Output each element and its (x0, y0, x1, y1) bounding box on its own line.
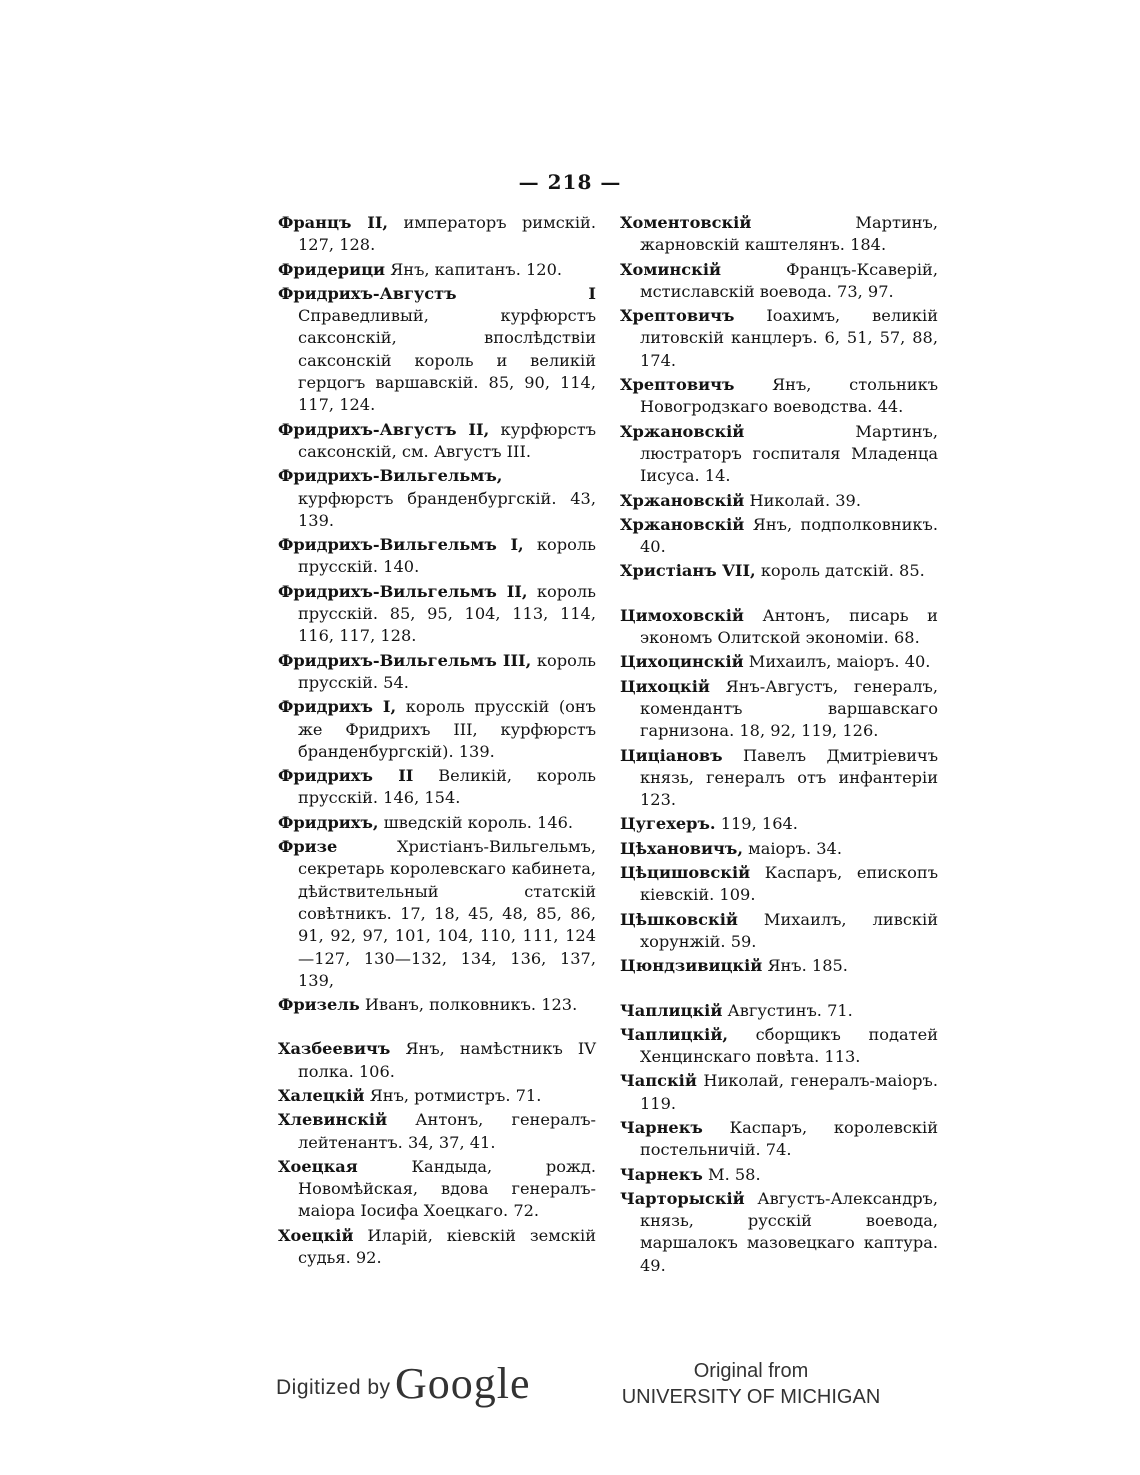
entry-headword: Цихоцкій (620, 676, 710, 696)
google-logo: Google (395, 1359, 531, 1408)
entry-text: король прусскій. 140. (298, 535, 596, 577)
entry-text: 119, 164. (720, 814, 798, 834)
entry-headword: Хоецкій (278, 1225, 354, 1245)
entry-headword: Фридрихъ, (278, 812, 379, 832)
entry-headword: Хржановскій (620, 514, 745, 534)
entry-headword: Фридрихъ I, (278, 697, 397, 717)
digitized-by-label: Digitized by (276, 1376, 391, 1399)
entry-text: Францъ-Ксаверій, мстиславскій воевода. 73, 97. (640, 259, 938, 301)
index-entry (620, 1188, 938, 1277)
entry-text: Каспаръ, королевскій постельничій. 74. (640, 1117, 938, 1160)
index-entry (278, 765, 596, 810)
entry-headword: Цугехеръ. (620, 814, 716, 834)
index-entry (278, 812, 596, 834)
entry-text: король прусскій. 54. (298, 650, 596, 692)
entry-text: Михаилъ, маіоръ. 40. (748, 652, 931, 672)
original-source-note (612, 1358, 890, 1410)
entry-headword: Чаплицкій (620, 1000, 723, 1020)
entry-text: маіоръ. 34. (748, 838, 842, 858)
entry-text: шведскій король. 146. (383, 812, 574, 832)
entry-text: Иларій, кіевскій земскій судья. 92. (298, 1225, 596, 1268)
index-entry (620, 862, 938, 907)
entry-text: Великій, король прусскій. 146, 154. (298, 766, 596, 808)
index-entry (620, 374, 938, 419)
index-entry (620, 955, 938, 977)
index-entry (620, 560, 938, 582)
index-entry (620, 1070, 938, 1115)
entry-headword: Чаплицкій, (620, 1024, 728, 1044)
entry-headword: Хоецкая (278, 1156, 358, 1176)
entry-text: Антонъ, писарь и экономъ Олитской экономіи. 68. (640, 605, 938, 648)
entry-text: Христіанъ-Вильгельмъ, секретарь королевскаго кабинета, дѣйствительный статскій совѣтникъ. 17, 18, 45, 48, 85, 86, 91, 92, 97, 101, 104, 110, 111, 124—127, 130—132, 134, 136, 137, 139, (298, 837, 596, 990)
entry-headword: Фризе (278, 837, 338, 857)
index-entry (278, 1156, 596, 1223)
index-entry (278, 650, 596, 695)
entry-headword: Фридрихъ-Вильгельмъ, (278, 466, 503, 486)
index-entry (278, 1038, 596, 1083)
entry-text: Михаилъ, ливскій хорунжій. 59. (640, 909, 938, 951)
entry-headword: Фридрихъ-Августъ II, (278, 419, 490, 439)
entry-headword: Цюндзивицкій (620, 956, 763, 976)
original-from-label: Original from (693, 1360, 809, 1382)
university-label: UNIVERSITY OF MICHIGAN (621, 1386, 881, 1408)
index-column-left (278, 212, 596, 1271)
entry-text: Каспаръ, епископъ кіевскій. 109. (640, 863, 938, 905)
entry-text: М. 58. (708, 1164, 761, 1184)
entry-text: Николай. 39. (749, 490, 861, 510)
index-entry (620, 212, 938, 257)
entry-headword: Христіанъ VII, (620, 561, 756, 581)
entry-headword: Хржановскій (620, 421, 745, 441)
entry-headword: Фридерици (278, 259, 386, 279)
entry-text: курфюрстъ бранденбургскій. 43, 139. (298, 488, 596, 530)
entry-headword: Фризель (278, 995, 360, 1015)
index-entry (620, 259, 938, 304)
entry-headword: Хазбеевичъ (278, 1039, 391, 1059)
index-entry (620, 909, 938, 954)
entry-headword: Чапскій (620, 1071, 697, 1091)
index-entry (278, 212, 596, 257)
entry-headword: Фридрихъ-Вильгельмъ III, (278, 650, 532, 670)
entry-text: Янъ. 185. (767, 956, 848, 976)
entry-text: Янъ, стольникъ Новогродзкаго воеводства. 44. (640, 375, 938, 417)
index-entry (278, 994, 596, 1016)
index-entry (620, 305, 938, 372)
entry-headword: Цѣхановичъ, (620, 838, 743, 858)
entry-text: Янъ-Августъ, генералъ, комендантъ варшавскаго гарнизона. 18, 92, 119, 126. (640, 676, 938, 741)
index-entry (620, 1000, 938, 1022)
entry-text: Августъ-Александръ, князь, русскій воевода, маршалокъ мазовецкаго каптура. 49. (640, 1188, 938, 1275)
entry-headword: Хржановскій (620, 490, 745, 510)
entry-text: императоръ римскій. 127, 128. (298, 213, 596, 255)
entry-headword: Цѣцишовскій (620, 863, 751, 883)
entry-headword: Францъ II, (278, 213, 389, 232)
entry-headword: Хоминскій (620, 259, 721, 279)
index-entry (278, 283, 596, 417)
index-entry (620, 745, 938, 812)
index-entry (278, 534, 596, 579)
index-entry (620, 813, 938, 835)
entry-text: Николай, генералъ-маіоръ. 119. (640, 1071, 938, 1113)
index-column-right (620, 212, 938, 1279)
entry-headword: Халецкій (278, 1085, 365, 1105)
entry-text: Антонъ, генералъ-лейтенантъ. 34, 37, 41. (298, 1110, 596, 1152)
entry-text: Мартинъ, люстраторъ госпиталя Младенца Іисуса. 14. (640, 421, 938, 486)
entry-text: Мартинъ, жарновскій каштелянъ. 184. (640, 213, 938, 255)
entry-text: курфюрстъ саксонскій, см. Августъ III. (298, 419, 596, 461)
index-entry (278, 581, 596, 648)
entry-text: Августинъ. 71. (727, 1000, 853, 1020)
index-entry (278, 259, 596, 281)
index-entry (620, 838, 938, 860)
entry-headword: Хоментовскій (620, 213, 752, 232)
index-entry (278, 1225, 596, 1270)
index-entry (620, 651, 938, 673)
google-digitized-watermark (276, 1358, 531, 1409)
index-entry (278, 836, 596, 992)
entry-headword: Фридрихъ-Августъ I (278, 283, 596, 303)
entry-headword: Хрептовичъ (620, 306, 735, 326)
entry-text: король прусскій. 85, 95, 104, 113, 114, 116, 117, 128. (298, 581, 596, 646)
index-entry (620, 421, 938, 488)
entry-headword: Цихоцинскій (620, 652, 744, 672)
entry-text: сборщикъ податей Хенцинскаго повѣта. 113. (640, 1024, 938, 1067)
index-entry (278, 696, 596, 763)
entry-headword: Фридрихъ-Вильгельмъ II, (278, 581, 528, 601)
entry-text: король датскій. 85. (760, 561, 925, 581)
entry-text: Иванъ, полковникъ. 123. (364, 995, 578, 1015)
entry-headword: Фридрихъ-Вильгельмъ I, (278, 535, 524, 555)
entry-text: Янъ, ротмистръ. 71. (369, 1085, 542, 1105)
entry-headword: Хлевинскій (278, 1110, 388, 1130)
entry-text: Янъ, капитанъ. 120. (390, 259, 563, 279)
entry-headword: Цицiановъ (620, 745, 723, 765)
entry-headword: Цимоховскій (620, 605, 744, 625)
index-entry (278, 465, 596, 532)
entry-text: Іоахимъ, великій литовскій канцлеръ. 6, 51, 57, 88, 174. (640, 306, 938, 370)
entry-headword: Чарнекъ (620, 1164, 703, 1184)
index-entry (620, 1117, 938, 1162)
entry-text: Янъ, подполковникъ. 40. (640, 514, 938, 557)
index-entry (278, 419, 596, 464)
entry-headword: Цѣшковскій (620, 909, 738, 929)
entry-headword: Хрептовичъ (620, 375, 735, 395)
entry-headword: Чарнекъ (620, 1117, 703, 1137)
index-entry (278, 1085, 596, 1107)
index-entry (278, 1109, 596, 1154)
index-entry (620, 676, 938, 743)
entry-text: Кандыда, рожд. Новомѣйская, вдова генералъ-маіора Іосифа Хоецкаго. 72. (298, 1156, 596, 1221)
index-entry (620, 490, 938, 512)
index-entry (620, 605, 938, 650)
page-number: — 218 — (518, 170, 622, 194)
entry-text: король прусскій (онъ же Фридрихъ III, курфюрстъ бранденбургскій). 139. (298, 697, 596, 761)
index-entry (620, 514, 938, 559)
entry-text: Янъ, намѣстникъ IV полка. 106. (298, 1039, 596, 1081)
index-entry (620, 1024, 938, 1069)
entry-text: Павелъ Дмитріевичъ князь, генералъ отъ инфантеріи 123. (640, 745, 938, 810)
index-entry (620, 1164, 938, 1186)
entry-headword: Фридрихъ II (278, 766, 414, 786)
entry-headword: Чарторыскій (620, 1188, 745, 1208)
entry-text: Справедливый, курфюрстъ саксонскій, впослѣдствіи саксонскій король и великій герцогъ варшавскій. 85, 90, 114, 117, 124. (298, 306, 596, 415)
